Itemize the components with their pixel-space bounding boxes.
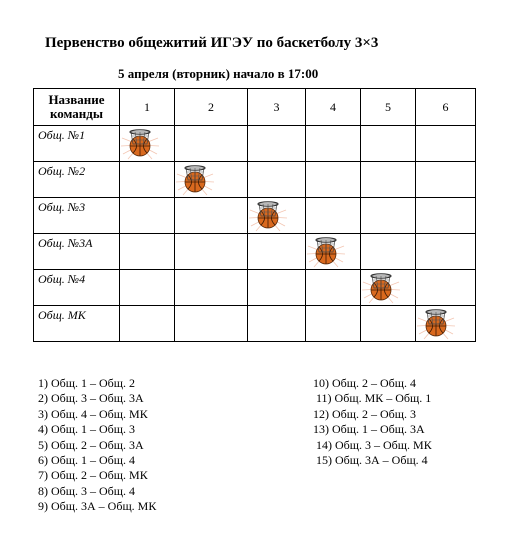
table-row xyxy=(34,126,476,162)
score-cell xyxy=(416,162,476,198)
match-item: 8) Общ. 3 – Общ. 4 xyxy=(38,483,136,498)
table-row xyxy=(34,162,476,198)
match-list-left xyxy=(38,376,156,515)
match-item: 7) Общ. 2 – Общ. МК xyxy=(38,468,148,483)
score-cell xyxy=(248,126,306,162)
score-cell xyxy=(175,198,248,234)
table-row xyxy=(34,306,476,342)
score-cell xyxy=(361,162,416,198)
column-header: 1 xyxy=(120,89,175,126)
table-row xyxy=(34,198,476,234)
score-cell xyxy=(306,306,361,342)
match-list-right xyxy=(313,376,432,468)
score-cell xyxy=(120,162,175,198)
page-subtitle: 5 апреля (вторник) начало в 17:00 xyxy=(118,66,319,81)
score-cell xyxy=(120,198,175,234)
score-cell xyxy=(120,306,175,342)
team-name-cell: Общ. МК xyxy=(34,306,120,342)
column-header: 5 xyxy=(361,89,416,126)
diagonal-cell xyxy=(361,270,416,306)
match-item: 4) Общ. 1 – Общ. 3 xyxy=(38,422,136,437)
team-name-header xyxy=(34,89,120,126)
basketball-hoop-icon xyxy=(416,306,456,340)
match-item: 11) Общ. МК – Общ. 1 xyxy=(313,391,432,406)
basketball-hoop-icon xyxy=(120,126,160,160)
basketball-hoop-icon xyxy=(361,270,401,304)
match-item: 5) Общ. 2 – Общ. 3А xyxy=(38,437,144,452)
score-cell xyxy=(175,270,248,306)
score-cell xyxy=(120,270,175,306)
match-item: 2) Общ. 3 – Общ. 3А xyxy=(38,391,144,406)
score-cell xyxy=(361,234,416,270)
score-cell xyxy=(416,270,476,306)
score-cell xyxy=(306,162,361,198)
match-item: 15) Общ. 3А – Общ. 4 xyxy=(313,453,428,468)
team-name-cell: Общ. №1 xyxy=(34,126,120,162)
match-item: 1) Общ. 1 – Общ. 2 xyxy=(38,376,136,390)
match-item: 6) Общ. 1 – Общ. 4 xyxy=(38,453,136,468)
score-cell xyxy=(120,234,175,270)
column-header: 3 xyxy=(248,89,306,126)
diagonal-cell xyxy=(306,234,361,270)
score-cell xyxy=(248,270,306,306)
tournament-table xyxy=(33,88,476,342)
diagonal-cell xyxy=(248,198,306,234)
score-cell xyxy=(248,234,306,270)
table-row xyxy=(34,270,476,306)
score-cell xyxy=(416,126,476,162)
team-name-cell: Общ. №4 xyxy=(34,270,120,306)
team-name-cell: Общ. №3А xyxy=(34,234,120,270)
team-name-cell: Общ. №2 xyxy=(34,162,120,198)
score-cell xyxy=(175,126,248,162)
column-header: 6 xyxy=(416,89,476,126)
page-title: Первенство общежитий ИГЭУ по баскетболу 3×3 xyxy=(45,35,379,51)
diagonal-cell xyxy=(416,306,476,342)
column-header: 4 xyxy=(306,89,361,126)
score-cell xyxy=(306,270,361,306)
match-item: 13) Общ. 1 – Общ. 3А xyxy=(313,422,425,437)
basketball-hoop-icon xyxy=(175,162,215,196)
score-cell xyxy=(416,198,476,234)
score-cell xyxy=(175,234,248,270)
score-cell xyxy=(306,198,361,234)
score-cell xyxy=(361,198,416,234)
team-name-header-line1: Название xyxy=(48,92,105,107)
basketball-hoop-icon xyxy=(248,198,288,232)
score-cell xyxy=(248,162,306,198)
score-cell xyxy=(361,306,416,342)
team-name-cell: Общ. №3 xyxy=(34,198,120,234)
score-cell xyxy=(248,306,306,342)
score-cell xyxy=(306,126,361,162)
match-item: 14) Общ. 3 – Общ. МК xyxy=(313,437,432,452)
table-row xyxy=(34,234,476,270)
match-item: 3) Общ. 4 – Общ. МК xyxy=(38,406,148,421)
diagonal-cell xyxy=(175,162,248,198)
match-item: 9) Общ. 3А – Общ. МК xyxy=(38,499,157,514)
basketball-hoop-icon xyxy=(306,234,346,268)
diagonal-cell xyxy=(120,126,175,162)
column-header: 2 xyxy=(175,89,248,126)
score-cell xyxy=(416,234,476,270)
score-cell xyxy=(361,126,416,162)
score-cell xyxy=(175,306,248,342)
team-name-header-line2: команды xyxy=(49,106,104,121)
match-item: 10) Общ. 2 – Общ. 4 xyxy=(313,376,417,390)
table-header-row xyxy=(34,89,476,126)
match-item: 12) Общ. 2 – Общ. 3 xyxy=(313,406,417,421)
